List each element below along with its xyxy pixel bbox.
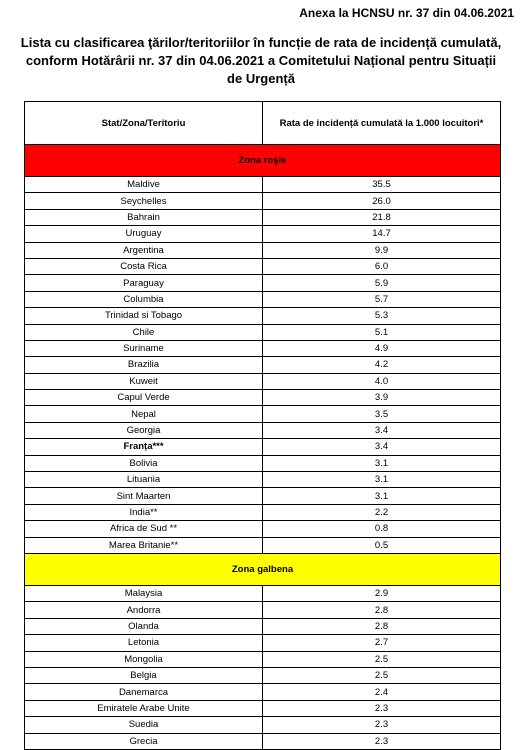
table-row xyxy=(25,651,501,667)
country-cell: Mongolia xyxy=(25,651,263,667)
table-row xyxy=(25,717,501,733)
table-row xyxy=(25,242,501,258)
country-cell: Nepal xyxy=(25,406,263,422)
column-header-country: Stat/Zona/Teritoriu xyxy=(25,102,263,145)
column-header-rate: Rata de incidență cumulată la 1.000 locuitori* xyxy=(263,102,501,145)
rate-cell: 3.1 xyxy=(263,488,501,504)
rate-cell: 4.0 xyxy=(263,373,501,389)
document-title: Lista cu clasificarea ţărilor/teritoriilor în funcție de rata de incidență cumulată, conform Hotărârii nr. 37 din 04.06.2021 a Comitetului Național pentru Situații de Urgență xyxy=(20,35,502,86)
table-row xyxy=(25,585,501,601)
country-cell: Maldive xyxy=(25,177,263,193)
table-row xyxy=(25,488,501,504)
rate-cell: 2.3 xyxy=(263,733,501,749)
rate-cell: 26.0 xyxy=(263,193,501,209)
country-cell: Africa de Sud ** xyxy=(25,521,263,537)
country-cell: Franța*** xyxy=(25,439,263,455)
country-cell: Kuweit xyxy=(25,373,263,389)
country-cell: Suriname xyxy=(25,340,263,356)
table-row xyxy=(25,324,501,340)
country-cell: Lituania xyxy=(25,472,263,488)
country-cell: Marea Britanie** xyxy=(25,537,263,553)
rate-cell: 2.3 xyxy=(263,717,501,733)
table-row xyxy=(25,521,501,537)
rate-cell: 14.7 xyxy=(263,226,501,242)
country-cell: Brazilia xyxy=(25,357,263,373)
country-cell: Trinidad si Tobago xyxy=(25,308,263,324)
rate-cell: 3.1 xyxy=(263,455,501,471)
table-row xyxy=(25,406,501,422)
country-cell: Bahrain xyxy=(25,209,263,225)
country-cell: Chile xyxy=(25,324,263,340)
country-cell: Letonia xyxy=(25,635,263,651)
rate-cell: 2.9 xyxy=(263,585,501,601)
country-cell: Paraguay xyxy=(25,275,263,291)
rate-cell: 3.5 xyxy=(263,406,501,422)
rate-cell: 2.5 xyxy=(263,651,501,667)
rate-cell: 0.8 xyxy=(263,521,501,537)
country-cell: Georgia xyxy=(25,422,263,438)
country-cell: Belgia xyxy=(25,667,263,683)
table-row xyxy=(25,340,501,356)
table-row xyxy=(25,226,501,242)
country-cell: Andorra xyxy=(25,602,263,618)
table-row xyxy=(25,422,501,438)
country-cell: Suedia xyxy=(25,717,263,733)
table-row xyxy=(25,193,501,209)
rate-cell: 2.4 xyxy=(263,684,501,700)
table-row xyxy=(25,258,501,274)
country-cell: Grecia xyxy=(25,733,263,749)
country-cell: Columbia xyxy=(25,291,263,307)
rate-cell: 5.9 xyxy=(263,275,501,291)
rate-cell: 3.1 xyxy=(263,472,501,488)
rate-cell: 2.5 xyxy=(263,667,501,683)
country-cell: Costa Rica xyxy=(25,258,263,274)
rate-cell: 0.5 xyxy=(263,537,501,553)
country-cell: Capul Verde xyxy=(25,390,263,406)
rate-cell: 2.8 xyxy=(263,618,501,634)
country-cell: Bolivia xyxy=(25,455,263,471)
zone-label: Zona roşie xyxy=(25,145,501,177)
table-row xyxy=(25,357,501,373)
classification-table xyxy=(24,101,501,750)
rate-cell: 9.9 xyxy=(263,242,501,258)
table-row xyxy=(25,472,501,488)
table-row xyxy=(25,291,501,307)
country-cell: Argentina xyxy=(25,242,263,258)
country-cell: Uruguay xyxy=(25,226,263,242)
table-row xyxy=(25,537,501,553)
table-row xyxy=(25,635,501,651)
rate-cell: 35.5 xyxy=(263,177,501,193)
rate-cell: 21.8 xyxy=(263,209,501,225)
rate-cell: 2.3 xyxy=(263,700,501,716)
table-row xyxy=(25,733,501,749)
table-row xyxy=(25,373,501,389)
rate-cell: 2.7 xyxy=(263,635,501,651)
table-row xyxy=(25,390,501,406)
rate-cell: 5.3 xyxy=(263,308,501,324)
annex-reference: Anexa la HCNSU nr. 37 din 04.06.2021 xyxy=(299,6,514,20)
zone-label: Zona galbena xyxy=(25,553,501,585)
table-row xyxy=(25,667,501,683)
rate-cell: 4.2 xyxy=(263,357,501,373)
table-row xyxy=(25,684,501,700)
rate-cell: 5.7 xyxy=(263,291,501,307)
country-cell: Seychelles xyxy=(25,193,263,209)
rate-cell: 4.9 xyxy=(263,340,501,356)
rate-cell: 3.9 xyxy=(263,390,501,406)
country-cell: Danemarca xyxy=(25,684,263,700)
rate-cell: 5.1 xyxy=(263,324,501,340)
table-row xyxy=(25,700,501,716)
country-cell: India** xyxy=(25,504,263,520)
table-row xyxy=(25,602,501,618)
zone-header-row xyxy=(25,553,501,585)
rate-cell: 2.8 xyxy=(263,602,501,618)
table-row xyxy=(25,308,501,324)
table-row xyxy=(25,177,501,193)
table-row xyxy=(25,618,501,634)
table-row xyxy=(25,504,501,520)
rate-cell: 3.4 xyxy=(263,439,501,455)
country-cell: Emiratele Arabe Unite xyxy=(25,700,263,716)
table-row xyxy=(25,275,501,291)
table-row xyxy=(25,455,501,471)
country-cell: Sint Maarten xyxy=(25,488,263,504)
rate-cell: 6.0 xyxy=(263,258,501,274)
zone-header-row xyxy=(25,145,501,177)
country-cell: Malaysia xyxy=(25,585,263,601)
rate-cell: 3.4 xyxy=(263,422,501,438)
table-header-row xyxy=(25,102,501,145)
rate-cell: 2.2 xyxy=(263,504,501,520)
table-row xyxy=(25,439,501,455)
table-row xyxy=(25,209,501,225)
country-cell: Olanda xyxy=(25,618,263,634)
